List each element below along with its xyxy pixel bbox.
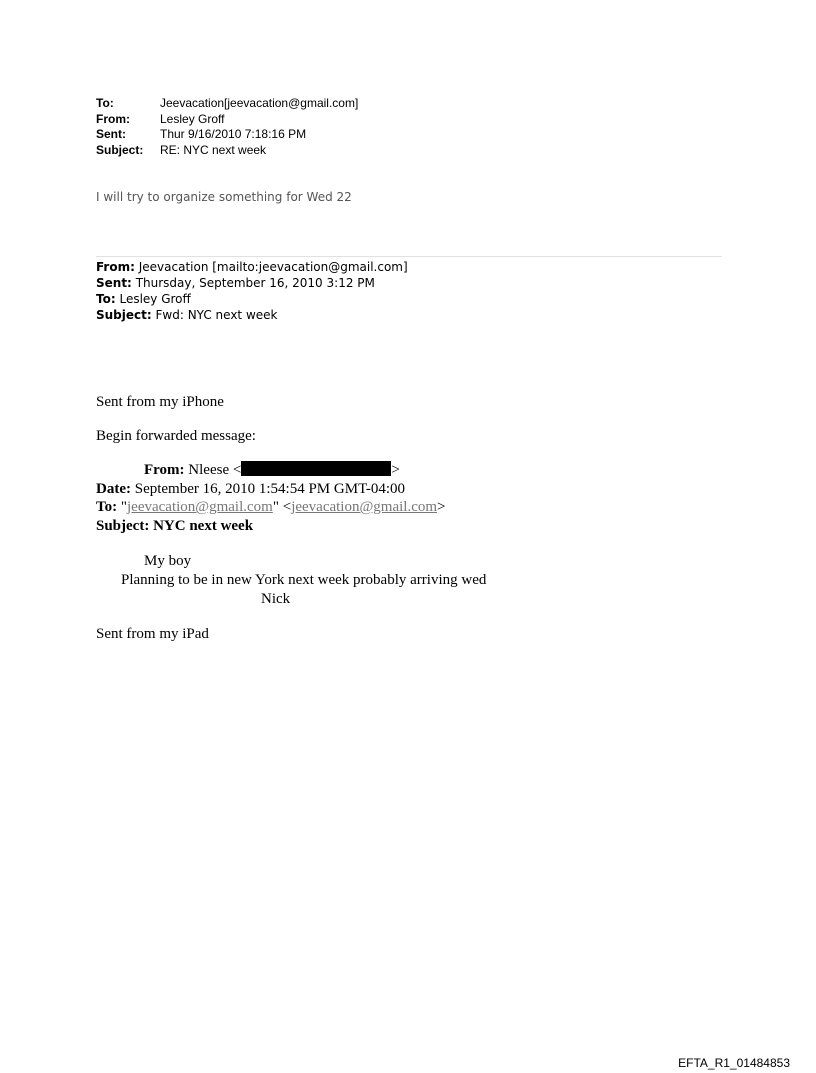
- fwd-from-value: Jeevacation [mailto:jeevacation@gmail.com]: [138, 260, 408, 274]
- fwd-subject-label: Subject:: [96, 308, 152, 322]
- header-subject-value: RE: NYC next week: [160, 142, 267, 157]
- header-subject-label: Subject:: [96, 142, 144, 157]
- header-from-label: From:: [96, 111, 130, 126]
- forwarded-header: [96, 259, 408, 323]
- orig-from-label: From:: [144, 462, 185, 478]
- orig-from-name: Nleese <: [188, 462, 242, 478]
- message-signature: Nick: [261, 591, 291, 607]
- header-to-label: To:: [96, 96, 114, 110]
- orig-to-mid: " <: [272, 499, 292, 515]
- orig-to-quote-open: ": [120, 499, 127, 515]
- reply-text: I will try to organize something for Wed 22: [96, 190, 352, 204]
- fwd-sent-value: Thursday, September 16, 2010 3:12 PM: [135, 276, 375, 290]
- email-link[interactable]: jeevacation@gmail.com: [127, 499, 273, 515]
- orig-date-row: [96, 480, 446, 499]
- fwd-from-label: From:: [96, 260, 135, 274]
- begin-forwarded-message: Begin forwarded message:: [96, 428, 256, 444]
- orig-subject-value: NYC next week: [153, 517, 254, 534]
- sent-from-iphone: Sent from my iPhone: [96, 394, 224, 410]
- orig-to-close: >: [437, 499, 446, 515]
- orig-from-close: >: [391, 462, 400, 478]
- redaction-box: [241, 461, 391, 476]
- email-header: [96, 96, 358, 158]
- orig-subject-label: Subject:: [96, 517, 150, 534]
- orig-date-label: Date:: [96, 480, 131, 497]
- header-to-row: [96, 96, 358, 112]
- message-line: My boy: [144, 553, 192, 569]
- email-link[interactable]: jeevacation@gmail.com: [291, 499, 438, 515]
- fwd-sent-label: Sent:: [96, 276, 132, 290]
- fwd-sent-row: [96, 275, 408, 291]
- header-sent-value: Thur 9/16/2010 7:18:16 PM: [160, 127, 307, 141]
- divider: [96, 256, 722, 257]
- message-line: Planning to be in new York next week probably arriving wed: [121, 572, 487, 588]
- orig-from-row: [96, 461, 446, 480]
- sent-from-ipad: Sent from my iPad: [96, 626, 209, 642]
- fwd-to-label: To:: [96, 292, 116, 306]
- orig-to-label: To:: [96, 499, 118, 515]
- orig-subject-row: [96, 517, 446, 536]
- fwd-to-row: [96, 291, 408, 307]
- header-from-value: Lesley Groff: [160, 111, 225, 126]
- original-header: [96, 461, 446, 535]
- message-body: [96, 552, 536, 609]
- header-from-row: [96, 112, 358, 128]
- header-to-value: Jeevacation[jeevacation@gmail.com]: [160, 96, 359, 110]
- document-id: EFTA_R1_01484853: [678, 1056, 790, 1070]
- fwd-subject-value: Fwd: NYC next week: [155, 308, 278, 322]
- fwd-from-row: [96, 259, 408, 275]
- fwd-subject-row: [96, 307, 408, 323]
- orig-to-row: [96, 498, 446, 517]
- header-sent-label: Sent:: [96, 127, 126, 141]
- header-subject-row: [96, 143, 358, 159]
- header-sent-row: [96, 127, 358, 143]
- orig-date-value: September 16, 2010 1:54:54 PM GMT-04:00: [134, 480, 406, 497]
- fwd-to-value: Lesley Groff: [119, 292, 191, 306]
